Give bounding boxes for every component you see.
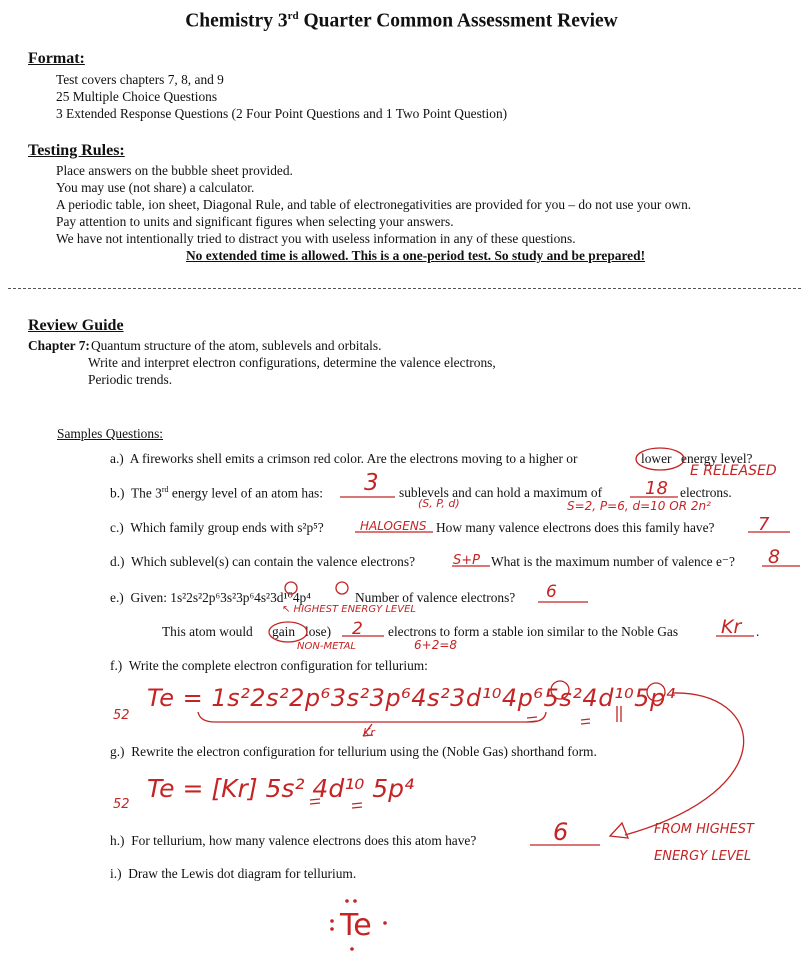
question-d: d.) Which sublevel(s) can contain the valence electrons? [110,554,416,569]
format-line: Test covers chapters 7, 8, and 9 [56,72,224,87]
answer-e-noble-gas: Kr [721,616,742,638]
answer-d-sublevel: S+P [453,553,480,568]
section-divider [8,288,801,289]
note-sublevel-capacity: S=2, P=6, d=10 OR 2n² [567,499,711,513]
note-kr-bracket: Kr [363,726,375,739]
question-a: a.) A fireworks shell emits a crimson red color. Are the electrons moving to a higher or [110,451,578,466]
answer-gain-circled: gain [272,624,296,639]
page-title: Chemistry 3rd Quarter Common Assessment Review [185,10,618,32]
lewis-dot [345,899,349,903]
samples-heading: Samples Questions: [57,426,164,441]
answer-lower-circled: lower [641,451,672,466]
circle-mark [336,582,348,594]
testing-line: Pay attention to units and significant figures when selecting your answers. [56,214,454,229]
question-e-part: Number of valence electrons? [355,590,516,605]
lewis-dot [330,927,334,931]
question-e-line2: This atom would [162,624,253,639]
atomic-number-g: 52 [113,797,130,812]
format-line: 25 Multiple Choice Questions [56,89,218,104]
question-b: b.) The 3rd energy level of an atom has: [110,485,323,501]
testing-warning: No extended time is allowed. This is a one-period test. So study and be prepared! [186,248,646,263]
answer-e-electrons: 2 [352,619,363,639]
answer-d-max: 8 [768,546,781,568]
answer-e-valence: 6 [546,582,557,602]
question-d-part: What is the maximum number of valence e⁻? [491,554,735,569]
lewis-dot-symbol: Te [340,908,372,943]
review-heading: Review Guide [28,317,124,334]
chapter-label: Chapter 7: [28,338,90,353]
testing-line: Place answers on the bubble sheet provided. [56,163,293,178]
lewis-dot [350,947,354,951]
lewis-dot [383,921,387,925]
answer-h-valence: 6 [553,818,569,846]
format-line: 3 Extended Response Questions (2 Four Point Questions and 1 Two Point Question) [56,106,508,121]
answer-b-sublevels: 3 [364,470,379,496]
note-energy-released: E RELEASED [690,463,777,479]
question-f: f.) Write the complete electron configuration for tellurium: [110,658,428,673]
note-spd: (S, P, d) [418,497,460,510]
question-c-part: How many valence electrons does this family have? [436,520,715,535]
question-e-lose: lose) [305,624,332,639]
testing-line: A periodic table, ion sheet, Diagonal Rule, and table of electronegativities are provided for you – do not use your own. [56,197,692,212]
kr-bracket [198,712,546,722]
punct: . [756,624,760,639]
answer-c-valence: 7 [758,514,770,535]
question-a-tail: energy level? [681,451,753,466]
question-e-part2: electrons to form a stable ion similar to the Noble Gas [388,624,679,639]
answer-g-shorthand: Te = [Kr] 5s² 4d¹⁰ 5p⁴ [147,774,414,803]
question-b-end: electrons. [680,485,732,500]
chapter-line: Periodic trends. [88,372,173,387]
answer-b-max: 18 [645,478,668,499]
chapter-line: Write and interpret electron configurations, determine the valence electrons, [88,355,496,370]
question-c: c.) Which family group ends with s²p⁵? [110,520,324,535]
arrow-head [610,823,628,838]
lewis-dot [353,899,357,903]
lewis-dot [330,919,334,923]
question-h: h.) For tellurium, how many valence electrons does this atom have? [110,833,477,848]
question-i: i.) Draw the Lewis dot diagram for tellurium. [110,866,357,881]
format-heading: Format: [28,50,85,67]
atomic-number-f: 52 [113,708,130,723]
question-g: g.) Rewrite the electron configuration for tellurium using the (Noble Gas) shorthand form. [110,744,597,759]
note-nonmetal: NON-METAL [297,641,356,652]
testing-heading: Testing Rules: [28,142,125,159]
note-highest-energy: ↖ HIGHEST ENERGY LEVEL [282,604,416,615]
arrow-curve [625,693,744,835]
note-from-highest: FROM HIGHEST [654,822,754,837]
note-six-plus-two: 6+2=8 [414,638,458,652]
testing-line: We have not intentionally tried to distract you with useless information in any of these questions. [56,231,576,246]
question-e: e.) Given: 1s²2s²2p⁶3s²3p⁶4s²3d¹⁰4p⁴ [110,590,311,605]
answer-f-config: Te = 1s²2s²2p⁶3s²3p⁶4s²3d¹⁰4p⁶5s²4d¹⁰5p⁴ [147,684,676,712]
answer-c-family: HALOGENS [360,519,427,533]
testing-line: You may use (not share) a calculator. [56,180,255,195]
question-b-part: sublevels and can hold a maximum of [399,485,603,500]
note-energy-level: ENERGY LEVEL [654,849,752,864]
chapter-line: Quantum structure of the atom, sublevels and orbitals. [91,338,382,353]
